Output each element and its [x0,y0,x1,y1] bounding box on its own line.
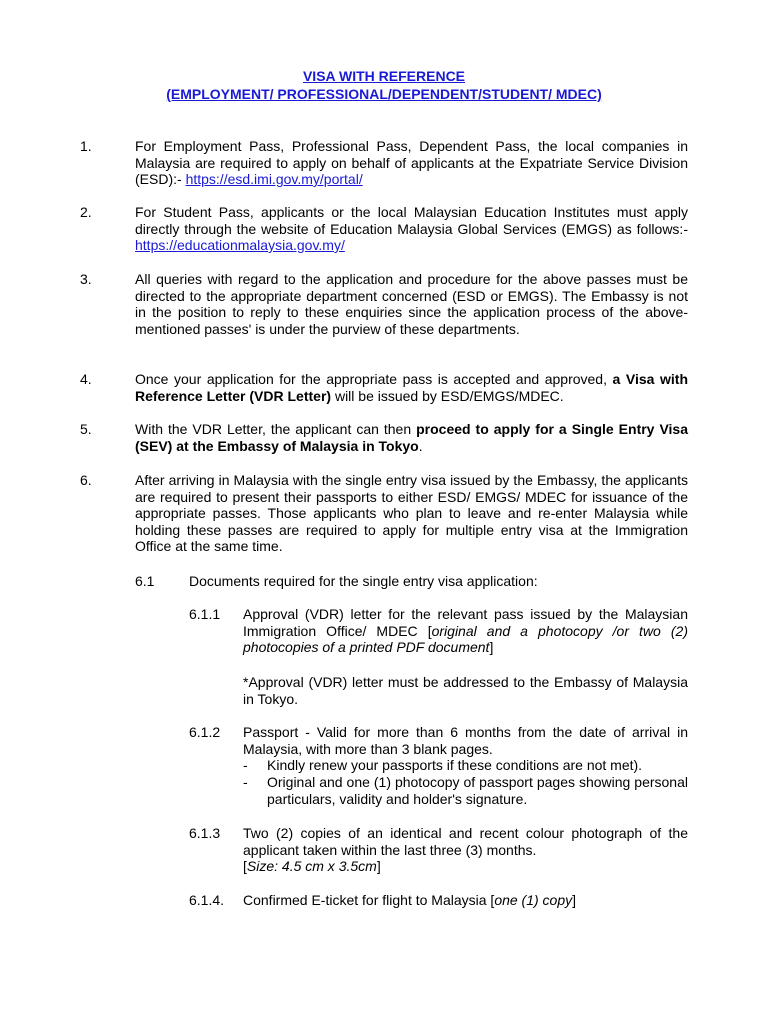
sub-item-6-1-1-close: ] [489,639,494,655]
sub-item-6-1-4 [243,892,688,909]
section-6-1-number: 6.1 [135,573,155,589]
size-open: [ [243,858,247,874]
item-5-text-bold: proceed to apply for a Single Entry Visa (SEV) at the Embassy of Malaysia in Tokyo [135,421,688,454]
item-2 [135,204,688,254]
size-close: ] [376,858,381,874]
sub-item-6-1-2-bullet-1: Kindly renew your passports if these conditions are not met). [267,757,643,773]
sub-item-6-1-2-bullet-2: Original and one (1) photocopy of passport pages showing personal particulars, validity and holder's signature. [267,774,688,807]
sub-item-6-1-4-text: Confirmed E-ticket for flight to Malaysia [ [243,892,495,908]
size-italic: Size: 4.5 cm x 3.5cm [246,858,377,874]
document-subtitle: (EMPLOYMENT/ PROFESSIONAL/DEPENDENT/STUDENT/ MDEC) [166,86,602,102]
item-5 [135,421,688,454]
item-number-4: 4. [80,371,92,387]
sub-item-6-1-1-text: Approval (VDR) letter for the relevant pass issued by the Malaysian Immigration Office/ MDEC [ [243,606,688,639]
item-4-text-after: will be issued by ESD/EMGS/MDEC. [334,387,564,404]
sub-item-6-1-1-note: *Approval (VDR) letter must be addressed to the Embassy of Malaysia in Tokyo. [243,674,688,707]
sub-item-6-1-3-number: 6.1.3 [189,825,221,841]
item-number-6: 6. [80,472,92,488]
item-2-text: For Student Pass, applicants or the local Malaysian Education Institutes must apply directly through the website of Education Malaysia Global Services (EMGS) as follows:- [135,204,688,237]
item-1 [135,138,688,188]
item-1-text: For Employment Pass, Professional Pass, Dependent Pass, the local companies in Malaysia are required to apply on behalf of applicants at the Expatriate Service Division (ESD):- [135,138,688,187]
sub-item-6-1-4-italic: one (1) copy [494,892,573,908]
sub-item-6-1-2-number: 6.1.2 [189,724,221,740]
esd-portal-link[interactable]: https://esd.imi.gov.my/portal/ [185,171,363,187]
document-title: VISA WITH REFERENCE [302,68,466,84]
sub-item-6-1-3-text: Two (2) copies of an identical and recent colour photograph of the applicant taken within the last three (3) months. [243,825,688,858]
item-number-1: 1. [80,138,92,154]
item-5-text-after: . [418,437,423,454]
sub-item-6-1-2-text: Passport - Valid for more than 6 months from the date of arrival in Malaysia, with more than 3 blank pages. [243,724,688,757]
item-number-5: 5. [80,421,92,437]
section-6-1-text: Documents required for the single entry visa application: [189,573,538,589]
sub-item-6-1-1 [243,606,688,656]
item-number-2: 2. [80,204,92,220]
item-5-text-before: With the VDR Letter, the applicant can then [135,421,412,437]
item-4-text-bold: a Visa with Reference Letter (VDR Letter) [135,371,688,404]
item-3: All queries with regard to the application and procedure for the above passes must be directed to the appropriate department concerned (ESD or EMGS). The Embassy is not in the position to reply to these enquiries since the application process of the above-mentioned passes' is under the purview of these departments. [135,271,688,337]
item-6: After arriving in Malaysia with the single entry visa issued by the Embassy, the applicants are required to present their passports to either ESD/ EMGS/ MDEC for issuance of the appropriate passes. Those applicants who plan to leave and re-enter Malaysia while holding these passes are required to apply for multiple entry visa at the Immigration Office at the same time. [135,472,688,554]
sub-item-6-1-4-number: 6.1.4. [189,892,225,908]
item-4 [135,371,688,404]
emgs-link[interactable]: https://educationmalaysia.gov.my/ [135,237,345,253]
bullet-dash: - [243,757,248,773]
sub-item-6-1-4-close: ] [572,892,577,908]
item-number-3: 3. [80,271,92,287]
sub-item-6-1-1-italic: original and a photocopy /or two (2) photocopies of a printed PDF document [243,622,688,655]
bullet-dash: - [243,774,248,790]
sub-item-6-1-3-size [243,858,688,875]
item-4-text-before: Once your application for the appropriate pass is accepted and approved, [135,371,607,387]
sub-item-6-1-1-number: 6.1.1 [189,606,221,622]
